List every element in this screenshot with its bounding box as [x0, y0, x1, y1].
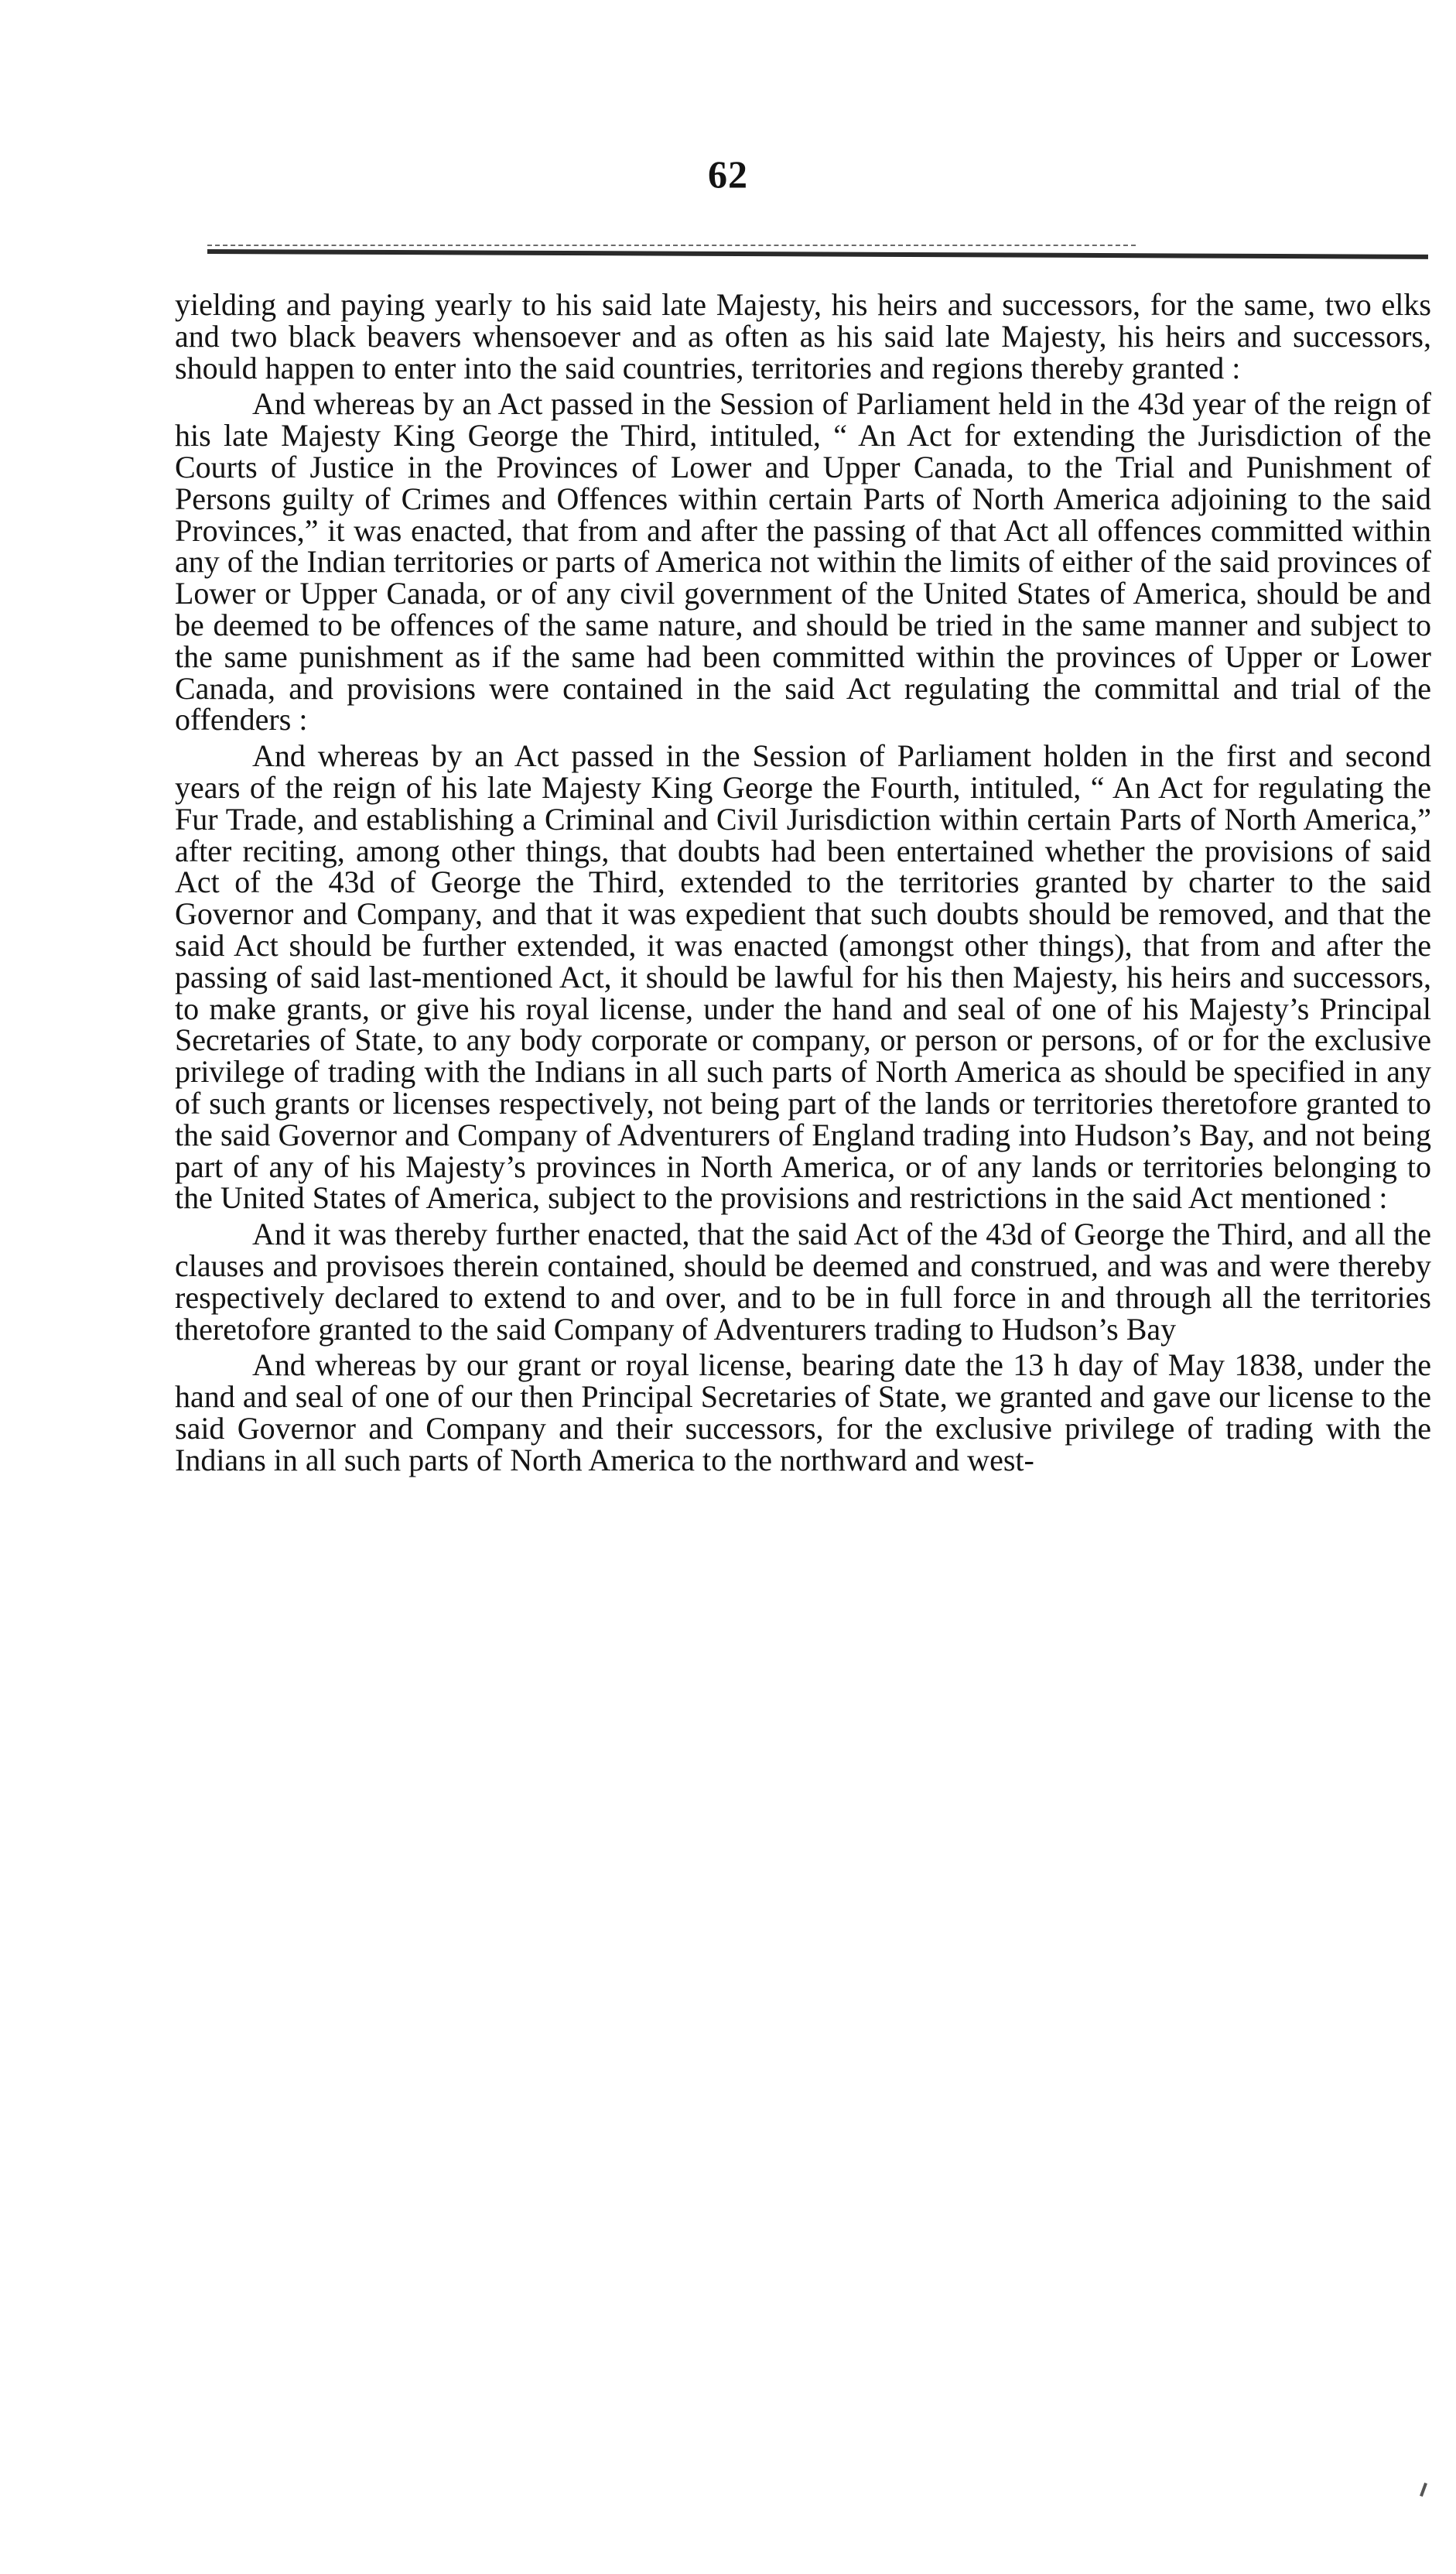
body-text	[175, 289, 1431, 1476]
paragraph-5: And whereas by our grant or royal license, bearing date the 13 h day of May 1838, under the hand and seal of one of our then Principal Secretaries of State, we granted and gave our license to the said Governor and Company and their successors, for the exclusive privilege of trading with the Indians in all such parts of North America to the northward and west-	[175, 1347, 1431, 1477]
header-rule-faint	[207, 245, 1136, 246]
paragraph-1: yielding and paying yearly to his said late Majesty, his heirs and successors, for the same, two elks and two black beavers whensoever and as often as his said late Majesty, his heirs and successors, should happen to enter into the said countries, territories and regions thereby granted :	[175, 287, 1431, 385]
page-number: 62	[708, 152, 748, 196]
paragraph-2: And whereas by an Act passed in the Session of Parliament held in the 43d year of the reign of his late Majesty King George the Third, intituled, “ An Act for extending the Jurisdiction of the Courts of Justice in the Provinces of Lower and Upper Canada, to the Trial and Punishment of Persons guilty of Crimes and Offences within certain Parts of North America adjoining to the said Provinces,” it was enacted, that from and after the passing of that Act all offences committed within any of the Indian territories or parts of America not within the limits of either of the said provinces of Lower or Upper Canada, or of any civil government of the United States of America, should be and be deemed to be offences of the same nature, and should be tried in the same manner and subject to the same punishment as if the same had been committed within the provinces of Upper or Lower Canada, and provisions were contained in the said Act regulating the committal and trial of the offenders :	[175, 386, 1431, 738]
paragraph-4: And it was thereby further enacted, that the said Act of the 43d of George the Third, and all the clauses and provisoes therein contained, should be deemed and construed, and was and were thereby respectively declared to extend to and over, and to be in full force in and through all the territories theretofore granted to the said Company of Adventurers trading to Hudson’s Bay	[175, 1217, 1431, 1347]
paragraph-3: And whereas by an Act passed in the Session of Parliament holden in the first and second years of the reign of his late Majesty King George the Fourth, intituled, “ An Act for regulating the Fur Trade, and establishing a Criminal and Civil Jurisdiction within certain Parts of North America,” after reciting, among other things, that doubts had been entertained whether the provisions of said Act of the 43d of George the Third, extended to the territories granted by charter to the said Governor and Company, and that it was expedient that such doubts should be removed, and that the said Act should be further extended, it was enacted (amongst other things), that from and after the passing of said last-mentioned Act, it should be lawful for his then Majesty, his heirs and successors, to make grants, or give his royal license, under the hand and seal of one of his Majesty’s Principal Secretaries of State, to any body corporate or company, or person or persons, of or for the exclusive privilege of trading with the Indians in all such parts of North America as should be specified in any of such grants or licenses respectively, not being part of the lands or territories theretofore granted to the said Governor and Company of Adventurers of England trading into Hudson’s Bay, and not being part of any of his Majesty’s provinces in North America, or of any lands or territories belonging to the United States of America, subject to the provisions and restrictions in the said Act mentioned :	[175, 738, 1431, 1216]
header-rule	[207, 249, 1428, 259]
scan-speck	[1420, 2483, 1427, 2497]
